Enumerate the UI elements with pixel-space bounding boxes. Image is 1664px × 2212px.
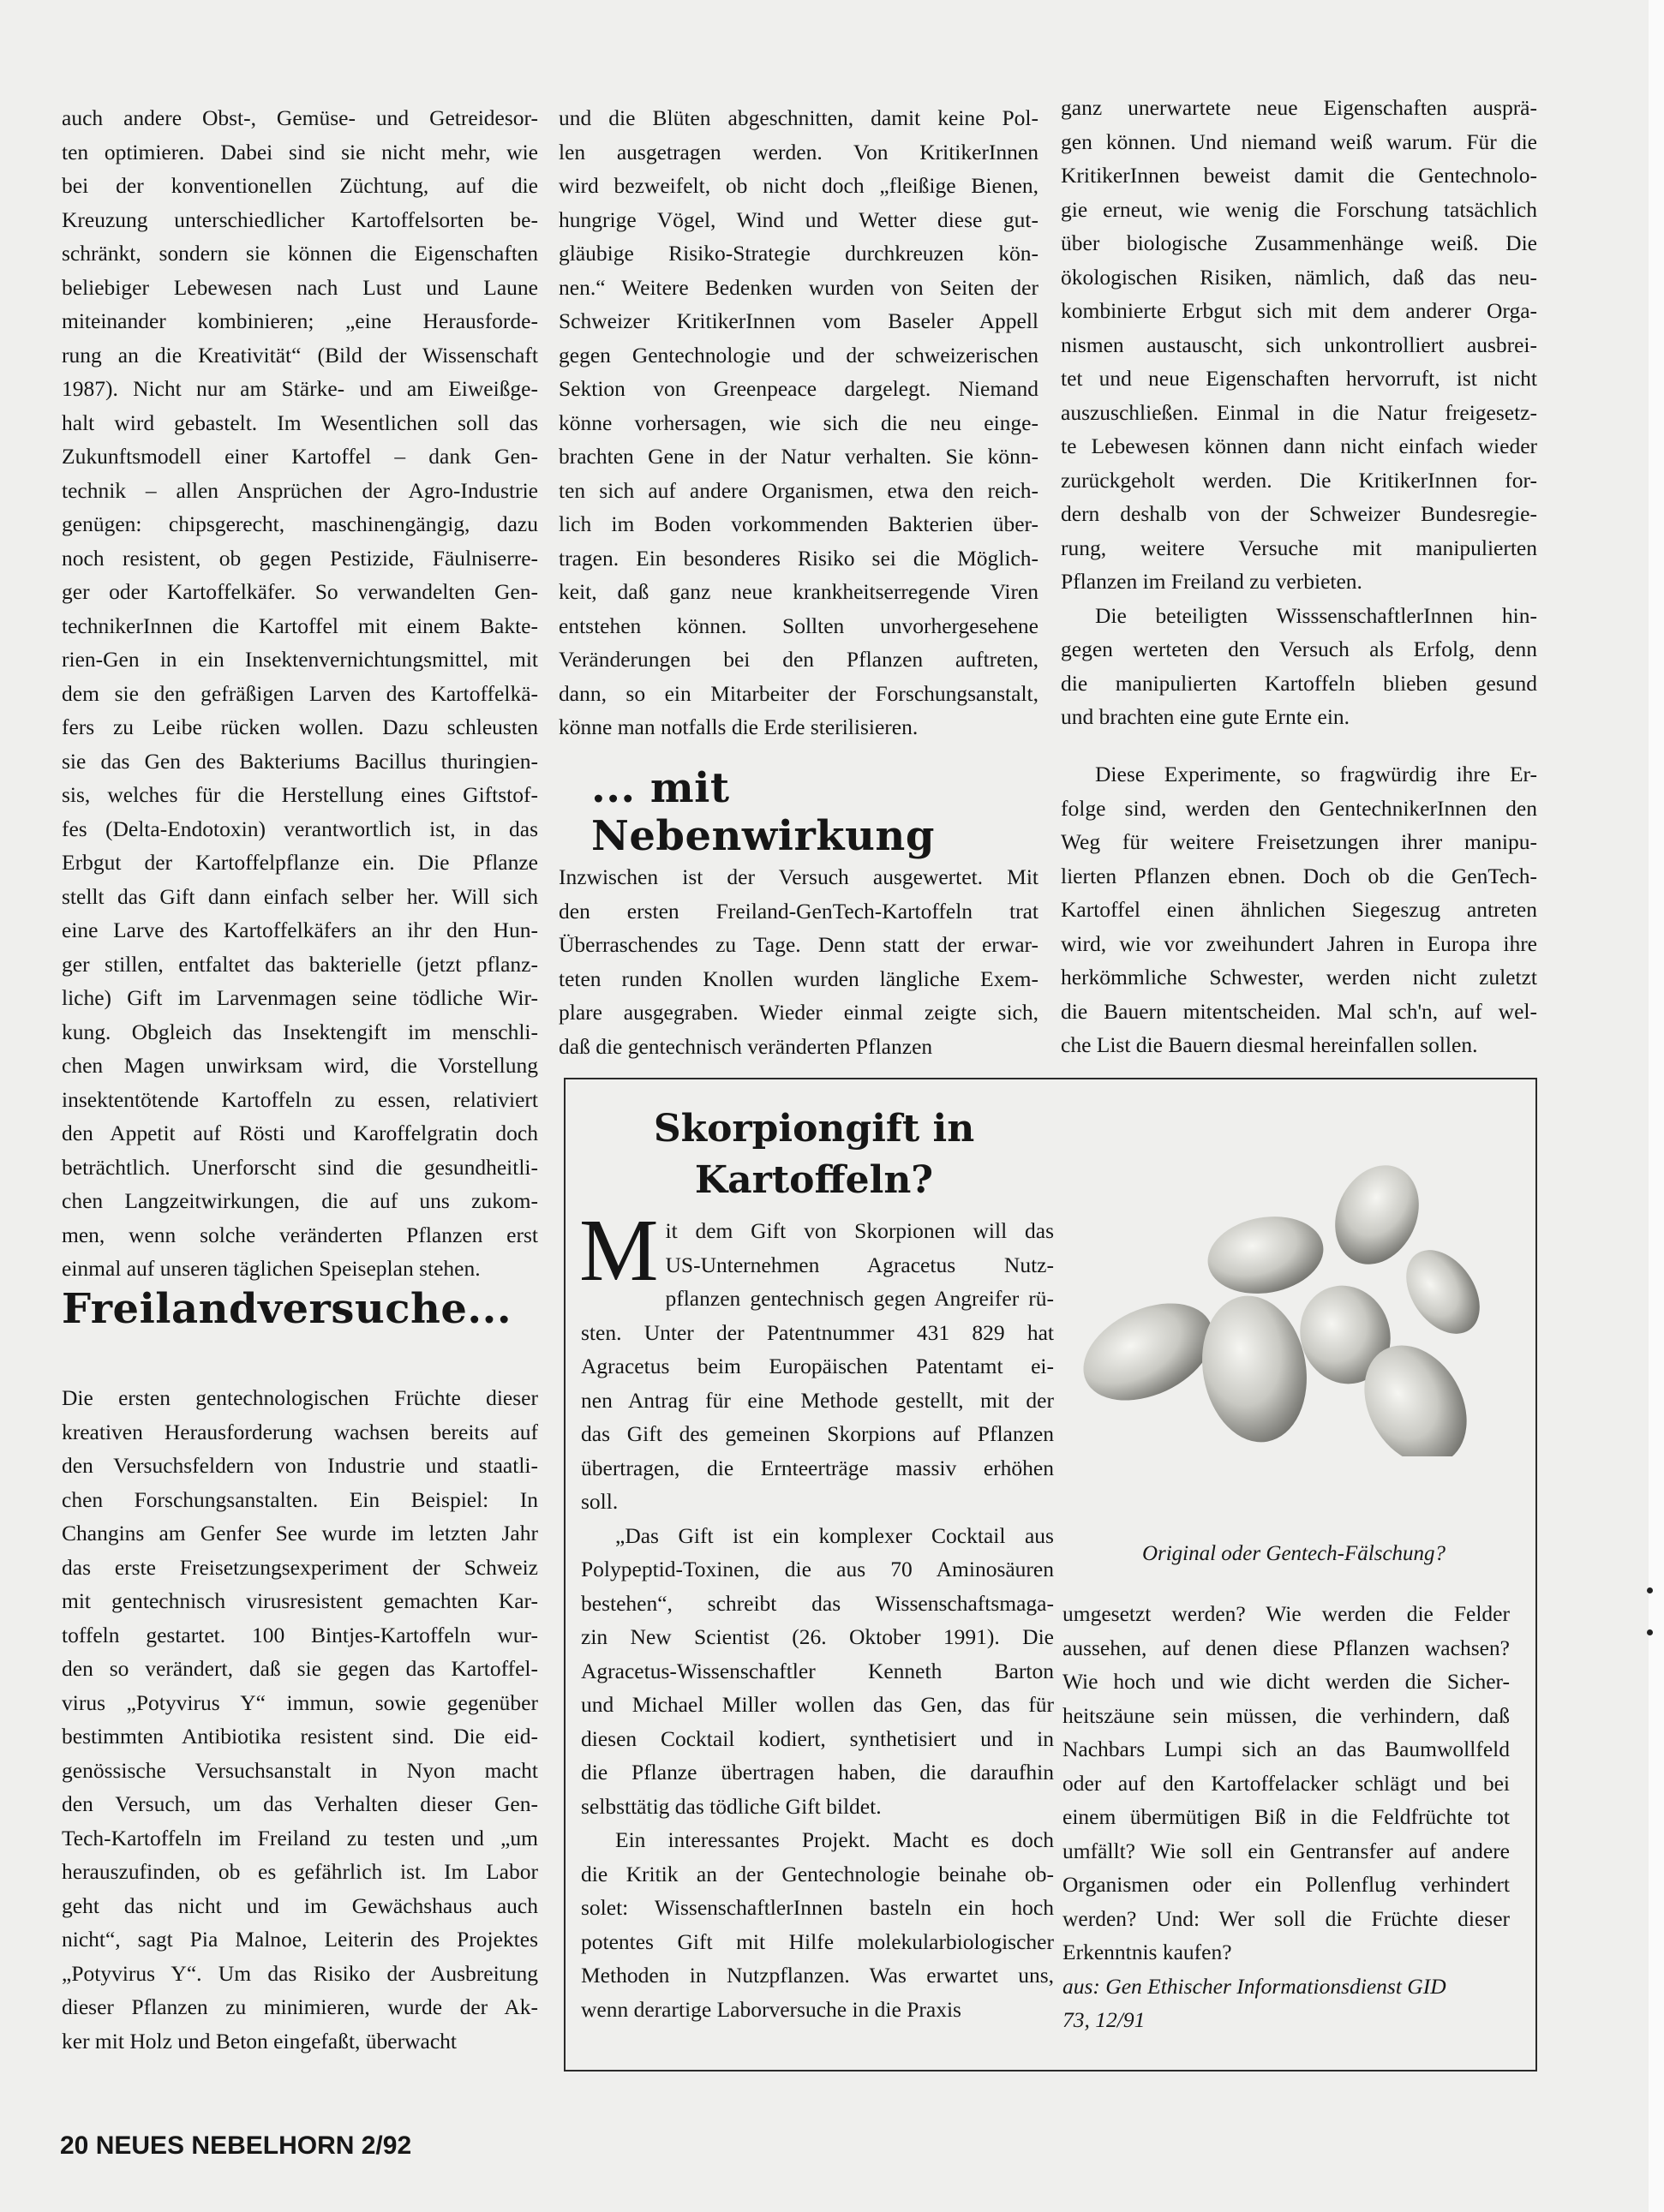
text-line: technik – allen Ansprüchen der Agro-Industrie xyxy=(62,477,538,503)
text-line: ger stillen, entfaltet das bakterielle (jetzt pflanz- xyxy=(62,951,538,977)
text-line: Veränderungen bei den Pflanzen auftreten, xyxy=(559,647,1039,672)
text-line: plare ausgegraben. Wieder einmal zeigte sich, xyxy=(559,1000,1039,1025)
text-line: umfällt? Wie soll ein Gentransfer auf andere xyxy=(1062,1838,1510,1863)
text-line: ker mit Holz und Beton eingefaßt, überwacht xyxy=(62,2028,457,2054)
text-line: che List die Bauern diesmal hereinfallen sollen. xyxy=(1061,1032,1478,1057)
text-line: herkömmliche Schwester, werden nicht zuletzt xyxy=(1061,965,1537,989)
text-line: technikerInnen die Kartoffel mit einem Bakte- xyxy=(62,613,538,638)
text-line: len ausgetragen werden. Von KritikerInnen xyxy=(559,139,1039,164)
text-line: wenn derartige Laborversuche in die Praxis xyxy=(581,1996,961,2022)
box-paragraph-3 xyxy=(581,1823,1054,2026)
text-line: soll. xyxy=(581,1489,619,1514)
text-line: tet und neue Eigenschaften hervorruft, ist nicht xyxy=(1061,366,1537,391)
text-line: beträchtlich. Unerforscht sind die gesundheitli- xyxy=(62,1154,538,1180)
text-line: miteinander kombinieren; „eine Herausforde- xyxy=(62,308,538,333)
text-line: rung, weitere Versuche mit manipulierten xyxy=(1061,535,1537,560)
margin-mark xyxy=(1647,1587,1653,1593)
potato-shape xyxy=(1201,1208,1329,1302)
text-line: kombinierte Erbgut sich mit dem anderer Orga- xyxy=(1061,298,1537,323)
text-line: nen Antrag für eine Methode gestellt, mit der xyxy=(581,1387,1054,1413)
text-line: te Lebewesen können dann nicht einfach wieder xyxy=(1061,433,1537,458)
text-line: sis, welches für die Herstellung eines Giftstof- xyxy=(62,782,538,807)
text-line: beliebiger Lebewesen nach Lust und Laune xyxy=(62,274,538,300)
text-line: tragen. Ein besonderes Risiko sei die Möglich- xyxy=(559,545,1039,571)
text-line: fers zu Leibe rücken wollen. Dazu schleusten xyxy=(62,714,538,739)
text-line: kung. Obgleich das Insektengift im menschli- xyxy=(62,1019,538,1044)
text-line: könne man notfalls die Erde sterilisieren. xyxy=(559,714,919,739)
box-paragraph-1 xyxy=(579,1201,1054,1519)
margin-mark xyxy=(1647,1629,1653,1635)
text-line: zurückgeholt werden. Die KritikerInnen for- xyxy=(1061,467,1537,493)
text-line: toffeln gestartet. 100 Bintjes-Kartoffeln wur- xyxy=(62,1622,538,1647)
column-3-lower xyxy=(1061,757,1537,1062)
heading-nebenwirkung: ... mit Nebenwirkung xyxy=(591,764,935,860)
text-line: selbsttätig das tödliche Gift bildet. xyxy=(581,1793,882,1819)
text-line: auszuschließen. Einmal in die Natur freigesetz- xyxy=(1061,399,1537,425)
text-line: sie das Gen des Bakteriums Bacillus thuringien- xyxy=(62,748,538,774)
text-line: ökologischen Risiken, nämlich, daß das neu- xyxy=(1061,264,1537,290)
text-line: Die ersten gentechnologischen Früchte dieser xyxy=(62,1385,538,1410)
text-line: zin New Scientist (26. Oktober 1991). Die xyxy=(581,1624,1054,1649)
source-line-1: aus: Gen Ethischer Informationsdienst GID xyxy=(1062,1973,1446,1999)
text-line: umgesetzt werden? Wie werden die Felder xyxy=(1062,1601,1510,1626)
text-line: hungrige Vögel, Wind und Wetter diese gut- xyxy=(559,206,1039,232)
text-line: den so verändert, daß sie gegen das Kartoffel- xyxy=(62,1656,538,1681)
photo-caption: Original oder Gentech-Fälschung? xyxy=(1141,1542,1446,1565)
text-line: gläubige Risiko-Strategie durchkreuzen kön- xyxy=(559,241,1039,266)
col3b-paragraph xyxy=(1061,757,1537,1062)
col1b-paragraph xyxy=(62,1381,538,2058)
text-line: Weg für weitere Freisetzungen ihrer manipu- xyxy=(1061,829,1537,854)
text-line: chen Magen unwirksam wird, die Vorstellung xyxy=(62,1053,538,1078)
box-body-right xyxy=(1062,1597,1510,2037)
text-line: den Versuch, um das Verhalten dieser Gen- xyxy=(62,1791,538,1816)
text-line: insektentötende Kartoffeln zu essen, relativiert xyxy=(62,1086,538,1112)
text-line: Agracetus beim Europäischen Patentamt ei- xyxy=(581,1354,1054,1378)
text-line: KritikerInnen beweist damit die Gentechnolo- xyxy=(1061,163,1537,188)
potato-photo xyxy=(1056,1148,1518,1456)
box-title-line-1: Skorpiongift in xyxy=(653,1107,975,1151)
text-line: schränkt, sondern sie können die Eigenschaften xyxy=(62,241,538,266)
text-line: dann, so ein Mitarbeiter der Forschungsanstalt, xyxy=(559,680,1039,706)
col3-paragraph-2 xyxy=(1061,599,1537,734)
text-line: geht das nicht und im Gewächshaus auch xyxy=(62,1892,538,1918)
text-line: die Bauern mitentscheiden. Mal sch'n, auf wel- xyxy=(1061,998,1537,1024)
col3-paragraph-1 xyxy=(1061,91,1537,599)
text-line: Pflanzen im Freiland zu verbieten. xyxy=(1061,569,1362,594)
text-line: lierten Pflanzen ebnen. Doch ob die GenTech- xyxy=(1061,863,1537,888)
text-line: und brachten eine gute Ernte ein. xyxy=(1061,704,1350,729)
column-1-lower xyxy=(62,1381,538,2058)
text-line: fes (Delta-Endotoxin) verantwortlich ist, in das xyxy=(62,816,538,841)
heading-freilandversuche: Freilandversuche... xyxy=(62,1285,512,1333)
page-footer: 20 NEUES NEBELHORN 2/92 xyxy=(60,2131,412,2160)
text-line: Zukunftsmodell einer Kartoffel – dank Gen- xyxy=(62,444,538,469)
text-line: aussehen, auf denen diese Pflanzen wachsen? xyxy=(1062,1635,1510,1660)
text-line: US-Unternehmen Agracetus Nutz- xyxy=(665,1252,1054,1277)
text-line: einem übermütigen Biß in die Feldfrüchte tot xyxy=(1062,1804,1510,1829)
text-line: über biologische Zusammenhänge weiß. Die xyxy=(1061,230,1537,255)
text-line: den Versuchsfeldern von Industrie und staatli- xyxy=(62,1453,538,1478)
text-line: chen Langzeitwirkungen, die auf uns zukom- xyxy=(62,1188,538,1213)
text-line: wird bezweifelt, ob nicht doch „fleißige Bienen, xyxy=(559,173,1039,198)
potato-shape xyxy=(1392,1236,1495,1348)
text-line: Die beteiligten WisssenschaftlerInnen hin- xyxy=(1095,602,1537,628)
text-line: gegen Gentechnologie und der schweizerischen xyxy=(559,342,1039,368)
text-line: Erkenntnis kaufen? xyxy=(1062,1940,1232,1964)
text-line: genössische Versuchsanstalt in Nyon macht xyxy=(62,1757,538,1783)
text-line: ganz unerwartete neue Eigenschaften ausprä- xyxy=(1061,95,1537,120)
column-2-lower xyxy=(559,860,1039,1063)
text-line: könne vorhersagen, wie sich die neu einge- xyxy=(559,410,1039,435)
text-line: Inzwischen ist der Versuch ausgewertet. Mit xyxy=(559,864,1039,889)
box-paragraph-2 xyxy=(581,1519,1054,1824)
text-line: herauszufinden, ob es gefährlich ist. Im Labor xyxy=(62,1859,538,1884)
text-line: Agracetus-Wissenschaftler Kenneth Barton xyxy=(581,1658,1054,1683)
text-line: halt wird gebastelt. Im Wesentlichen soll das xyxy=(62,410,538,435)
text-line: men, wenn solche veränderten Pflanzen erst xyxy=(62,1222,538,1247)
text-line: werden? Und: Wer soll die Früchte dieser xyxy=(1062,1905,1510,1931)
text-line: wird, wie vor zweihundert Jahren in Europa ihre xyxy=(1061,930,1537,956)
text-line: die Pflanze übertragen haben, die daraufhin xyxy=(581,1760,1054,1785)
dropcap: M xyxy=(579,1201,659,1300)
text-line: sten. Unter der Patentnummer 431 829 hat xyxy=(581,1319,1054,1345)
text-line: eine Larve des Kartoffelkäfers an ihr den Hun- xyxy=(62,918,538,942)
text-line: rung an die Kreativität“ (Bild der Wissenschaft xyxy=(62,342,538,368)
text-line: bei der konventionellen Züchtung, auf die xyxy=(62,173,538,198)
text-line: das erste Freisetzungsexperiment der Schweiz xyxy=(62,1554,538,1580)
text-line: noch resistent, ob gegen Pestizide, Fäulniserre- xyxy=(62,545,538,571)
text-line: pflanzen gentechnisch gegen Angreifer rü- xyxy=(665,1286,1054,1311)
text-line: keit, daß ganz neue krankheitserregende Viren xyxy=(559,579,1039,604)
text-line: „Das Gift ist ein komplexer Cocktail aus xyxy=(615,1522,1054,1548)
column-3 xyxy=(1061,91,1537,734)
box-right-paragraph xyxy=(1062,1597,1510,1970)
text-line: kreativen Herausforderung wachsen bereits auf xyxy=(62,1419,538,1444)
text-line: potentes Gift mit Hilfe molekularbiologischer xyxy=(581,1928,1054,1954)
text-line: Schweizer KritikerInnen vom Baseler Appell xyxy=(559,308,1039,333)
text-line: Kartoffel einen ähnlichen Siegeszug antreten xyxy=(1061,897,1537,922)
text-line: heitszäune sein müssen, die verhindern, daß xyxy=(1062,1702,1510,1728)
text-line: mit gentechnisch virusresistent gemachten Kar- xyxy=(62,1588,538,1613)
source-line-2: 73, 12/91 xyxy=(1062,2007,1146,2032)
text-line: daß die gentechnisch veränderten Pflanzen xyxy=(559,1033,933,1059)
text-line: Nachbars Lumpi sich an das Baumwollfeld xyxy=(1062,1737,1510,1761)
col1-paragraph xyxy=(62,101,538,1286)
text-line: „Potyvirus Y“. Um das Risiko der Ausbreitung xyxy=(62,1960,538,1986)
text-line: Wie hoch und wie dicht werden die Sicher- xyxy=(1062,1669,1510,1694)
box-body-left xyxy=(579,1201,1054,2026)
text-line: entstehen können. Sollten unvorhergesehene xyxy=(559,613,1039,638)
text-line: Ein interessantes Projekt. Macht es doch xyxy=(615,1827,1054,1852)
text-line: dem sie den gefräßigen Larven des Kartoffelkä- xyxy=(62,680,538,706)
box-title xyxy=(600,1103,1028,1206)
text-line: ten optimieren. Dabei sind sie nicht mehr, wie xyxy=(62,139,538,164)
page-edge xyxy=(1649,0,1664,2212)
text-line: dieser Pflanzen zu minimieren, wurde der Ak- xyxy=(62,1994,538,2019)
text-line: diesen Cocktail kodiert, synthetisiert und in xyxy=(581,1725,1054,1751)
text-line: Organismen oder ein Pollenflug verhindert xyxy=(1062,1872,1510,1897)
col2b-paragraph xyxy=(559,860,1039,1063)
text-line: bestimmten Antibiotika resistent sind. Die eid- xyxy=(62,1724,538,1749)
text-line: stellt das Gift dann einfach selber her. Will sich xyxy=(62,883,538,909)
box-title-line-2: Kartoffeln? xyxy=(694,1158,934,1202)
sidebar-box xyxy=(564,1078,1537,2072)
potato-shape xyxy=(1191,1288,1318,1450)
text-line: oder auf den Kartoffelacker schlägt und bei xyxy=(1062,1770,1510,1796)
column-1 xyxy=(62,101,538,1286)
text-line: Diese Experimente, so fragwürdig ihre Er- xyxy=(1095,762,1537,786)
text-line: Changins am Genfer See wurde im letzten Jahr xyxy=(62,1521,538,1545)
text-line: ger oder Kartoffelkäfer. So verwandelten Gen- xyxy=(62,579,538,604)
col2-paragraph xyxy=(559,101,1039,744)
text-line: dern deshalb von der Schweizer Bundesregie- xyxy=(1061,501,1537,526)
text-line: die manipulierten Kartoffeln blieben gesund xyxy=(1061,670,1537,696)
text-line: die Kritik an der Gentechnologie beinahe ob- xyxy=(581,1861,1054,1886)
text-line: Polypeptid-Toxinen, die aus 70 Aminosäuren xyxy=(581,1557,1054,1581)
box-source xyxy=(1062,1970,1510,2037)
text-line: Sektion von Greenpeace dargelegt. Niemand xyxy=(559,376,1039,401)
column-2 xyxy=(559,101,1039,744)
text-line: Kreuzung unterschiedlicher Kartoffelsorten be- xyxy=(62,206,538,232)
text-line: folge sind, werden den GentechnikerInnen den xyxy=(1061,795,1537,821)
text-line: rien-Gen in ein Insektenvernichtungsmittel, mit xyxy=(62,647,538,672)
text-line: nen.“ Weitere Bedenken wurden von Seiten der xyxy=(559,274,1039,300)
text-line: übertragen, die Ernteerträge massiv erhöhen xyxy=(581,1455,1054,1480)
text-line: 1987). Nicht nur am Stärke- und am Eiweißge- xyxy=(62,376,538,401)
text-line: teten runden Knollen wurden längliche Exem- xyxy=(559,966,1039,991)
text-line: den Appetit auf Rösti und Karoffelgratin doch xyxy=(62,1121,538,1145)
text-line: einmal auf unseren täglichen Speiseplan stehen. xyxy=(62,1256,481,1281)
text-line: und Michael Miller wollen das Gen, das für xyxy=(581,1692,1054,1717)
text-line: Methoden in Nutzpflanzen. Was erwartet uns, xyxy=(581,1963,1054,1988)
text-line: auch andere Obst-, Gemüse- und Getreidesor- xyxy=(62,105,538,130)
text-line: ten sich auf andere Organismen, etwa den reich- xyxy=(559,477,1039,503)
text-line: und die Blüten abgeschnitten, damit keine Pol- xyxy=(559,105,1039,130)
text-line: gie erneut, wie wenig die Forschung tatsächlich xyxy=(1061,196,1537,222)
text-line: lich im Boden vorkommenden Bakterien über- xyxy=(559,511,1039,536)
text-line: it dem Gift von Skorpionen will das xyxy=(665,1218,1054,1243)
text-line: virus „Potyvirus Y“ immun, sowie gegenüber xyxy=(62,1689,538,1715)
text-line: bestehen“, schreibt das Wissenschaftsmaga- xyxy=(581,1590,1054,1616)
text-line: brachten Gene in der Natur verhalten. Sie könn- xyxy=(559,444,1039,469)
text-line: nicht“, sagt Pia Malnoe, Leiterin des Projektes xyxy=(62,1927,538,1952)
text-line: Überraschendes zu Tage. Denn statt der erwar- xyxy=(559,932,1039,957)
text-line: Erbgut der Kartoffelpflanze ein. Die Pflanze xyxy=(62,850,538,875)
text-line: genügen: chipsgerecht, maschinengängig, dazu xyxy=(62,511,538,536)
text-line: liche) Gift im Larvenmagen seine tödliche Wir- xyxy=(62,985,538,1010)
text-line: gen können. Und niemand weiß warum. Für die xyxy=(1061,129,1537,154)
text-line: nismen austauscht, sich unkontrolliert ausbrei- xyxy=(1061,332,1537,357)
text-line: den ersten Freiland-GenTech-Kartoffeln trat xyxy=(559,898,1039,924)
text-line: gegen werteten den Versuch als Erfolg, denn xyxy=(1061,637,1537,661)
text-line: solet: WissenschaftlerInnen basteln ein hoch xyxy=(581,1895,1054,1920)
text-line: das Gift des gemeinen Skorpions auf Pflanzen xyxy=(581,1421,1054,1446)
text-line: Tech-Kartoffeln im Freiland zu testen und „um xyxy=(62,1825,538,1850)
text-line: chen Forschungsanstalten. Ein Beispiel: In xyxy=(62,1486,538,1512)
